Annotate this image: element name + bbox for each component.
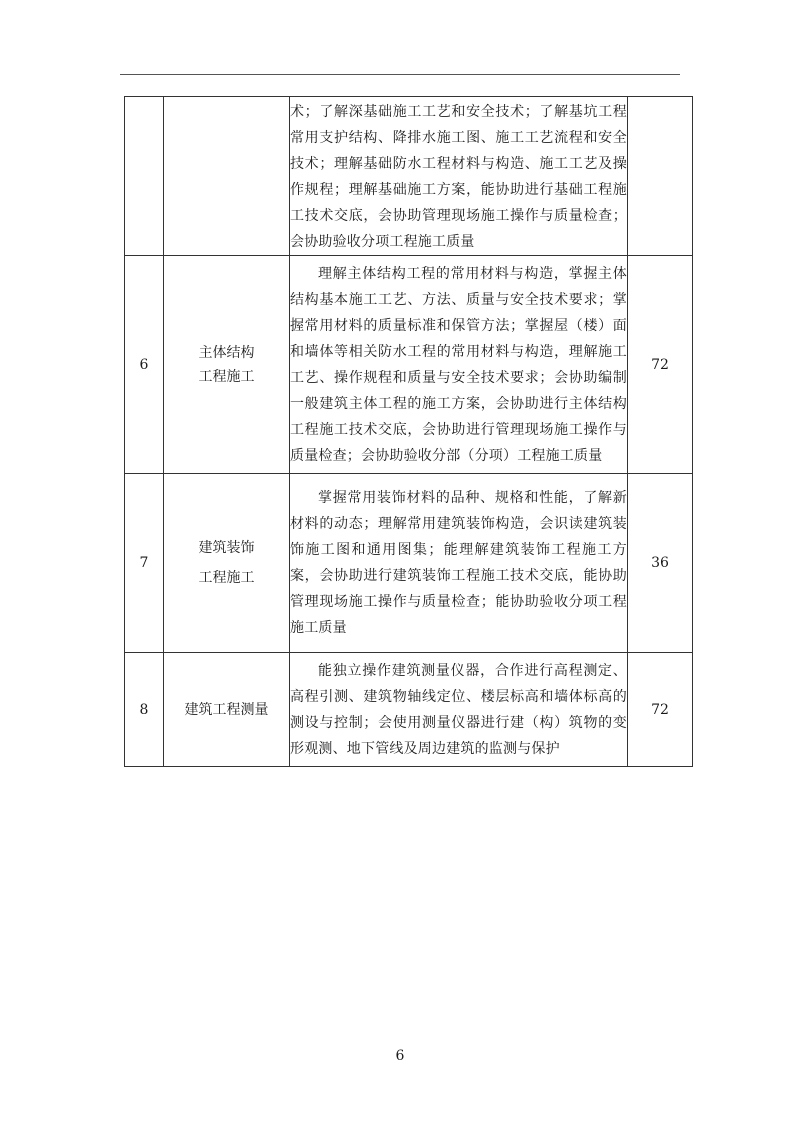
row-number-cell: [125, 653, 164, 767]
course-description-cell: [290, 256, 628, 474]
table-row: [125, 97, 693, 256]
row-number-cell: [125, 256, 164, 474]
course-name-line: 主体结构: [198, 344, 255, 361]
course-name-line: 建筑工程测量: [184, 701, 269, 718]
course-name-cell: [164, 256, 290, 474]
course-description: 掌握常用装饰材料的品种、规格和性能，了解新材料的动态；理解常用建筑装饰构造，会识读建筑装饰施工图和通用图集；能理解建筑装饰工程施工方案，会协助进行建筑装饰工程施工技术交底，能协助管理现场施工操作与质量检查；能协助验收分项工程施工质量: [290, 490, 627, 636]
course-name-cell: [164, 474, 290, 653]
table-row: [125, 474, 693, 653]
row-number: 8: [139, 701, 149, 718]
course-hours-cell: [628, 474, 693, 653]
course-description: 理解主体结构工程的常用材料与构造，掌握主体结构基本施工工艺、方法、质量与安全技术要求；掌握常用材料的质量标准和保管方法；掌握屋（楼）面和墙体等相关防水工程的常用材料与构造，理解施工工艺、操作规程和质量与安全技术要求；会协助编制一般建筑主体工程的施工方案，会协助进行主体结构工程施工技术交底，会协助进行管理现场施工操作与质量检查；会协助验收分部（分项）工程施工质量: [290, 265, 627, 464]
row-number-cell: [125, 97, 164, 256]
course-name-line: 建筑装饰: [198, 540, 255, 556]
course-description: 术；了解深基础施工工艺和安全技术；了解基坑工程常用支护结构、降排水施工图、施工工艺流程和安全技术；理解基础防水工程材料与构造、施工工艺及操作规程；理解基础施工方案，能协助进行基础工程施工技术交底，会协助管理现场施工操作与质量检查；会协助验收分项工程施工质量: [290, 104, 627, 250]
course-table: [124, 96, 693, 767]
course-hours-cell: [628, 97, 693, 256]
course-hours-cell: [628, 653, 693, 767]
table-row: [125, 653, 693, 767]
row-number-cell: [125, 474, 164, 653]
course-description-cell: [290, 653, 628, 767]
course-hours: 36: [651, 555, 669, 571]
course-description-cell: [290, 97, 628, 256]
course-hours: 72: [651, 356, 669, 373]
course-description-cell: [290, 474, 628, 653]
row-number: 7: [139, 555, 149, 571]
course-hours-cell: [628, 256, 693, 474]
row-number: 6: [139, 356, 149, 373]
page-number: 6: [395, 1048, 405, 1064]
table-row: [125, 256, 693, 474]
header-rule: [120, 74, 680, 75]
course-description: 能独立操作建筑测量仪器，合作进行高程测定、高程引测、建筑物轴线定位、楼层标高和墙体标高的测设与控制；会使用测量仪器进行建（构）筑物的变形观测、地下管线及周边建筑的监测与保护: [290, 662, 627, 757]
course-hours: 72: [651, 701, 669, 718]
course-name-cell: [164, 97, 290, 256]
course-name-cell: [164, 653, 290, 767]
course-name-line: 工程施工: [198, 368, 255, 385]
course-name-line: 工程施工: [198, 570, 255, 586]
